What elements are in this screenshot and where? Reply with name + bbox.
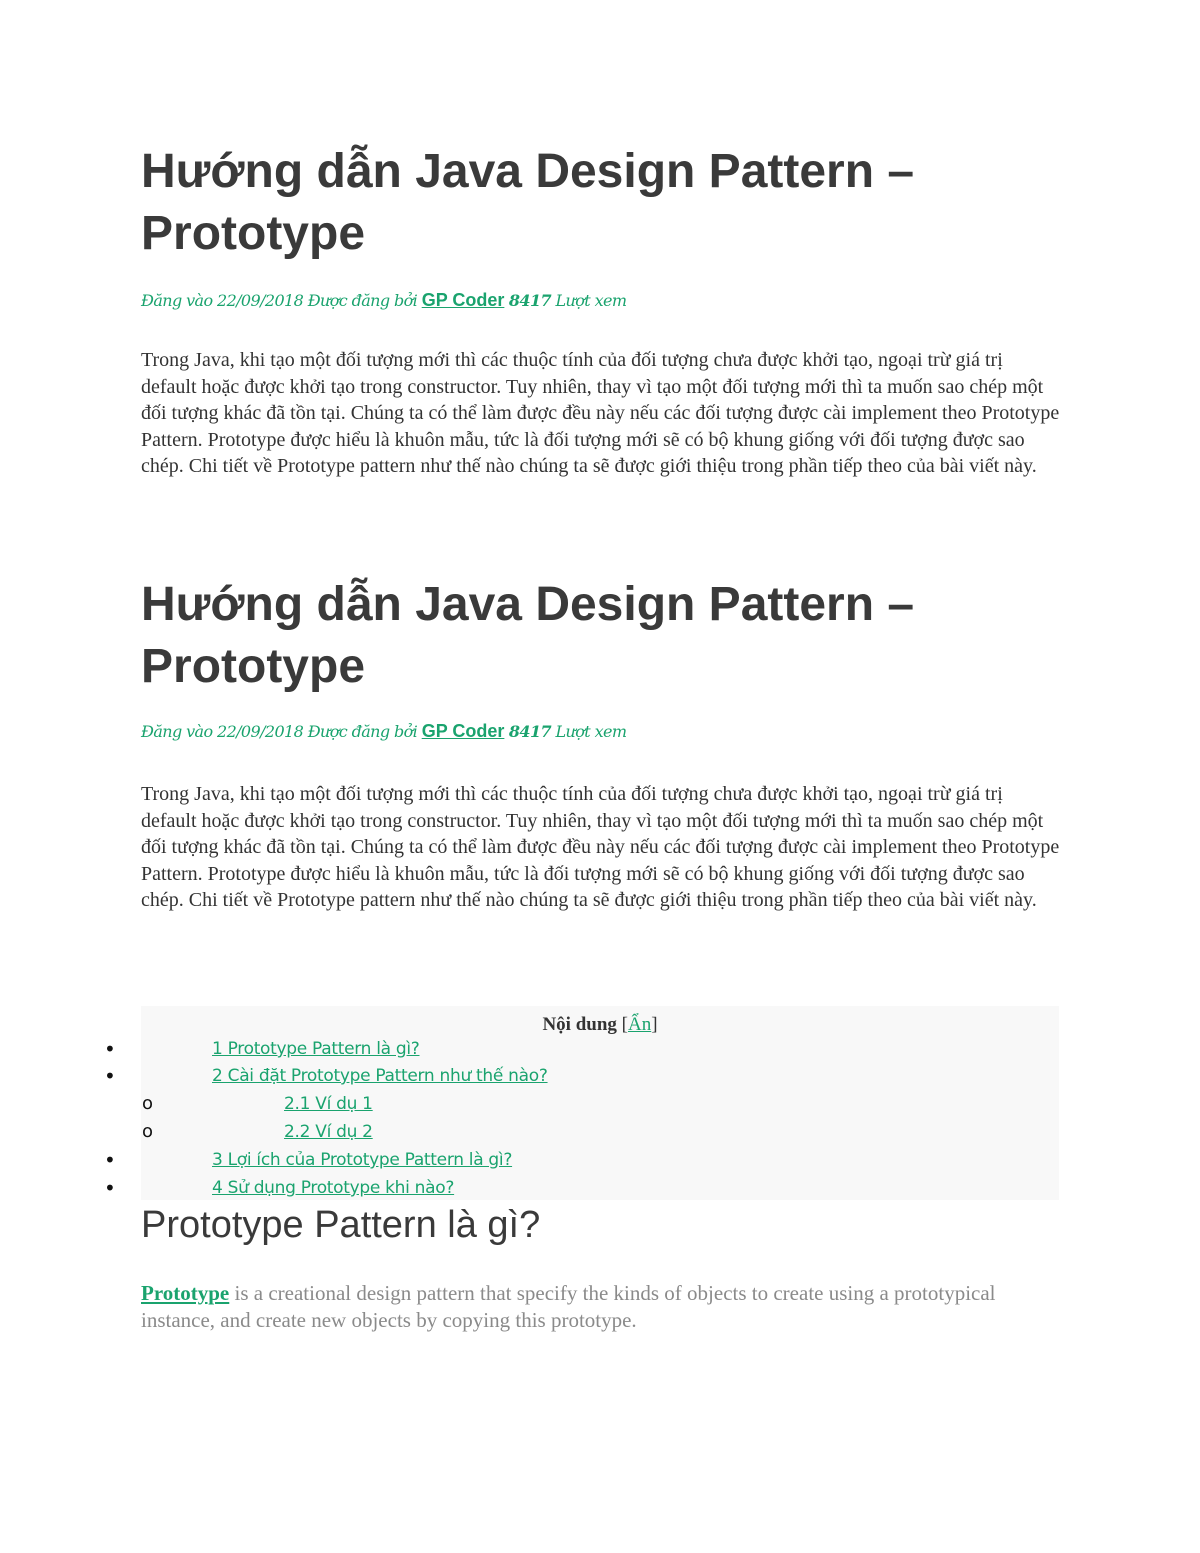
sub-bullet-icon: o xyxy=(142,1121,154,1142)
views-count: 8417 xyxy=(508,722,552,741)
toc-link-su-dung[interactable]: 4 Sử dụng Prototype khi nào? xyxy=(212,1178,455,1198)
toc-link-vi-du-1[interactable]: 2.1 Ví dụ 1 xyxy=(284,1094,373,1114)
definition-text: is a creational design pattern that specify the kinds of objects to create using a prototypical instance, and create new objects by copying this prototype. xyxy=(141,1281,996,1332)
article-intro: Trong Java, khi tạo một đối tượng mới thì các thuộc tính của đối tượng chưa được khởi tạo, ngoại trừ giá trị default hoặc được khởi tạo trong constructor. Tuy nhiên, thay vì tạo một đối tượng mới thì ta muốn sao chép một đối tượng khác đã tồn tại. Chúng ta có thể làm được đều này nếu các đối tượng được cài implement theo Prototype Pattern. Prototype được hiểu là khuôn mẫu, tức là đối tượng mới sẽ có bộ khung giống với đối tượng được sao chép. Chi tiết về Prototype pattern như thế nào chúng ta sẽ được giới thiệu trong phần tiếp theo của bài viết này. xyxy=(141,783,1060,911)
toc-title-text: Nội dung xyxy=(542,1014,617,1035)
sub-bullet-icon: o xyxy=(142,1093,154,1114)
meta-prefix: Đăng vào 22/09/2018 Được đăng bởi xyxy=(141,291,422,310)
bullet-icon: • xyxy=(104,1148,116,1172)
bullet-icon: • xyxy=(104,1176,116,1200)
toc-toggle-link[interactable]: Ẩn xyxy=(627,1014,652,1035)
article-title: Hướng dẫn Java Design Pattern – Prototype xyxy=(141,145,915,260)
toc-title xyxy=(141,1014,1059,1036)
bullet-icon: • xyxy=(104,1064,116,1088)
toc-link-cai-dat[interactable]: 2 Cài đặt Prototype Pattern như thế nào? xyxy=(212,1066,548,1086)
toc-link-vi-du-2[interactable]: 2.2 Ví dụ 2 xyxy=(284,1122,373,1142)
toc-link-prototype-pattern[interactable]: 1 Prototype Pattern là gì? xyxy=(212,1039,420,1059)
article-intro: Trong Java, khi tạo một đối tượng mới thì các thuộc tính của đối tượng chưa được khởi tạo, ngoại trừ giá trị default hoặc được khởi tạo trong constructor. Tuy nhiên, thay vì tạo một đối tượng mới thì ta muốn sao chép một đối tượng khác đã tồn tại. Chúng ta có thể làm được đều này nếu các đối tượng được cài implement theo Prototype Pattern. Prototype được hiểu là khuôn mẫu, tức là đối tượng mới sẽ có bộ khung giống với đối tượng được sao chép. Chi tiết về Prototype pattern như thế nào chúng ta sẽ được giới thiệu trong phần tiếp theo của bài viết này. xyxy=(141,349,1060,477)
article-meta xyxy=(141,287,1061,313)
views-count: 8417 xyxy=(508,291,552,310)
author-link[interactable]: GP Coder xyxy=(421,290,505,310)
toc-bracket-close: ] xyxy=(651,1014,658,1035)
article-title: Hướng dẫn Java Design Pattern – Prototype xyxy=(141,578,915,693)
bullet-icon: • xyxy=(104,1037,116,1061)
article-block-2 xyxy=(141,574,1061,698)
meta-prefix: Đăng vào 22/09/2018 Được đăng bởi xyxy=(141,722,422,741)
section-definition xyxy=(141,1280,1041,1334)
views-suffix: Lượt xem xyxy=(551,722,627,741)
toc-link-loi-ich[interactable]: 3 Lợi ích của Prototype Pattern là gì? xyxy=(212,1150,513,1170)
author-link[interactable]: GP Coder xyxy=(421,721,505,741)
section-heading: Prototype Pattern là gì? xyxy=(141,1204,541,1246)
toc-bracket-open: [ xyxy=(616,1014,628,1035)
article-block-1 xyxy=(141,141,1061,265)
article-meta xyxy=(141,718,1061,744)
views-suffix: Lượt xem xyxy=(551,291,627,310)
prototype-term-link[interactable]: Prototype xyxy=(141,1281,230,1305)
